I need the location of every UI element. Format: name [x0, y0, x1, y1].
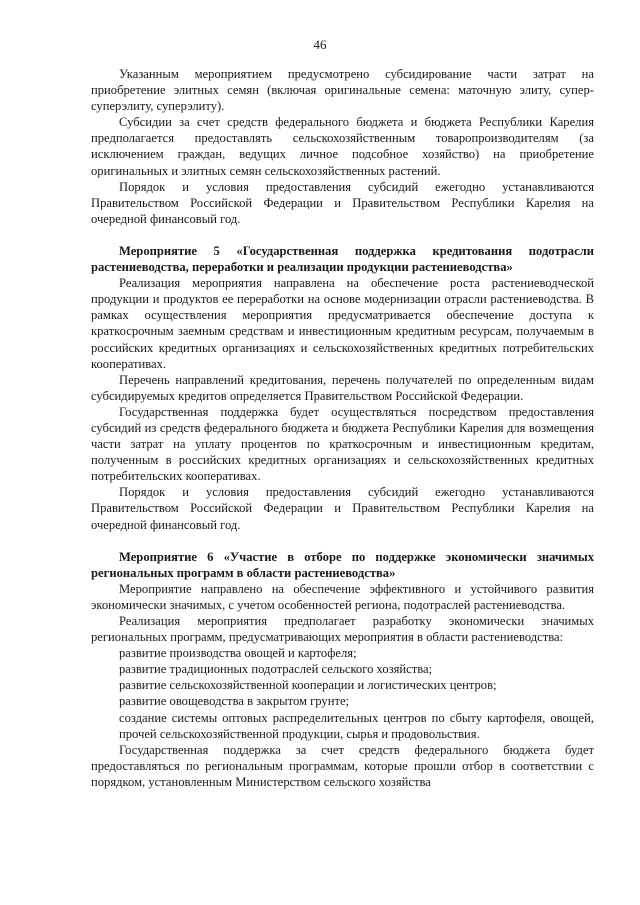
section-6-heading: Мероприятие 6 «Участие в отборе по поддержке экономически значимых региональных программ в области растениеводства»: [91, 549, 594, 580]
paragraph: Мероприятие направлено на обеспечение эффективного и устойчивого развития экономически значимых, с учетом особенностей региона, подотраслей растениеводства.: [91, 581, 594, 612]
list-item: развитие сельскохозяйственной кооперации и логистических центров;: [119, 678, 497, 693]
list-item: развитие овощеводства в закрытом грунте;: [119, 694, 350, 709]
paragraph: Реализация мероприятия предполагает разработку экономически значимых региональных программ, предусматривающих мероприятия в области растениеводства:: [91, 614, 594, 645]
page-number: 46: [313, 37, 327, 52]
list-item: развитие традиционных подотраслей сельского хозяйства;: [119, 662, 433, 677]
paragraph: Государственная поддержка за счет средств федерального бюджета будет предоставляться по региональным программам, которые прошли отбор в соответствии с порядком, установленным Министерством сельского хозяйства: [91, 742, 594, 789]
paragraph: Перечень направлений кредитования, перечень получателей по определенным видам субсидируемых кредитов определяется Правительством Российской Федерации.: [91, 372, 594, 403]
paragraph: Субсидии за счет средств федерального бюджета и бюджета Республики Карелия предполагается предоставлять сельскохозяйственным товаропроизводителям (за исключением граждан, ведущих личное подсобное хозяйство) на приобретение оригинальных и элитных семян сельскохозяйственных растений.: [91, 115, 594, 178]
paragraph: Реализация мероприятия направлена на обеспечение роста растениеводческой продукции и продуктов ее переработки на основе модернизации отрасли растениеводства. В рамках осуществления мероприятия предусматривается обеспечение доступа к краткосрочным заемным средствам и инвестиционным кредитным ресурсам, получаемым в российских кредитных организациях и сельскохозяйственных кредитных потребительских кооперативах.: [91, 276, 594, 371]
section-gap: [91, 227, 594, 243]
document-body: [91, 66, 594, 790]
list-item: создание системы оптовых распределительных центров по сбыту картофеля, овощей, прочей сельскохозяйственной продукции, сырья и продовольствия.: [119, 710, 594, 741]
paragraph: Порядок и условия предоставления субсидий ежегодно устанавливаются Правительством Российской Федерации и Правительством Республики Карелия на очередной финансовый год.: [91, 179, 594, 226]
paragraph: Указанным мероприятием предусмотрено субсидирование части затрат на приобретение элитных семян (включая оригинальные семена: маточную элиту, супер-суперэлиту, суперэлиту).: [91, 67, 594, 114]
list-item: развитие производства овощей и картофеля;: [119, 646, 357, 661]
paragraph: Порядок и условия предоставления субсидий ежегодно устанавливаются Правительством Российской Федерации и Правительством Республики Карелия на очередной финансовый год.: [91, 485, 594, 532]
section-gap: [91, 533, 594, 549]
paragraph: Государственная поддержка будет осуществляться посредством предоставления субсидий из средств федерального бюджета и бюджета Республики Карелия для возмещения части затрат на уплату процентов по краткосрочным и инвестиционным кредитам, полученным в российских кредитных организациях и сельскохозяйственных кредитных потребительских кооперативах.: [91, 404, 594, 484]
section-5-heading: Мероприятие 5 «Государственная поддержка кредитования подотрасли растениеводства, переработки и реализации продукции растениеводства»: [91, 243, 594, 275]
